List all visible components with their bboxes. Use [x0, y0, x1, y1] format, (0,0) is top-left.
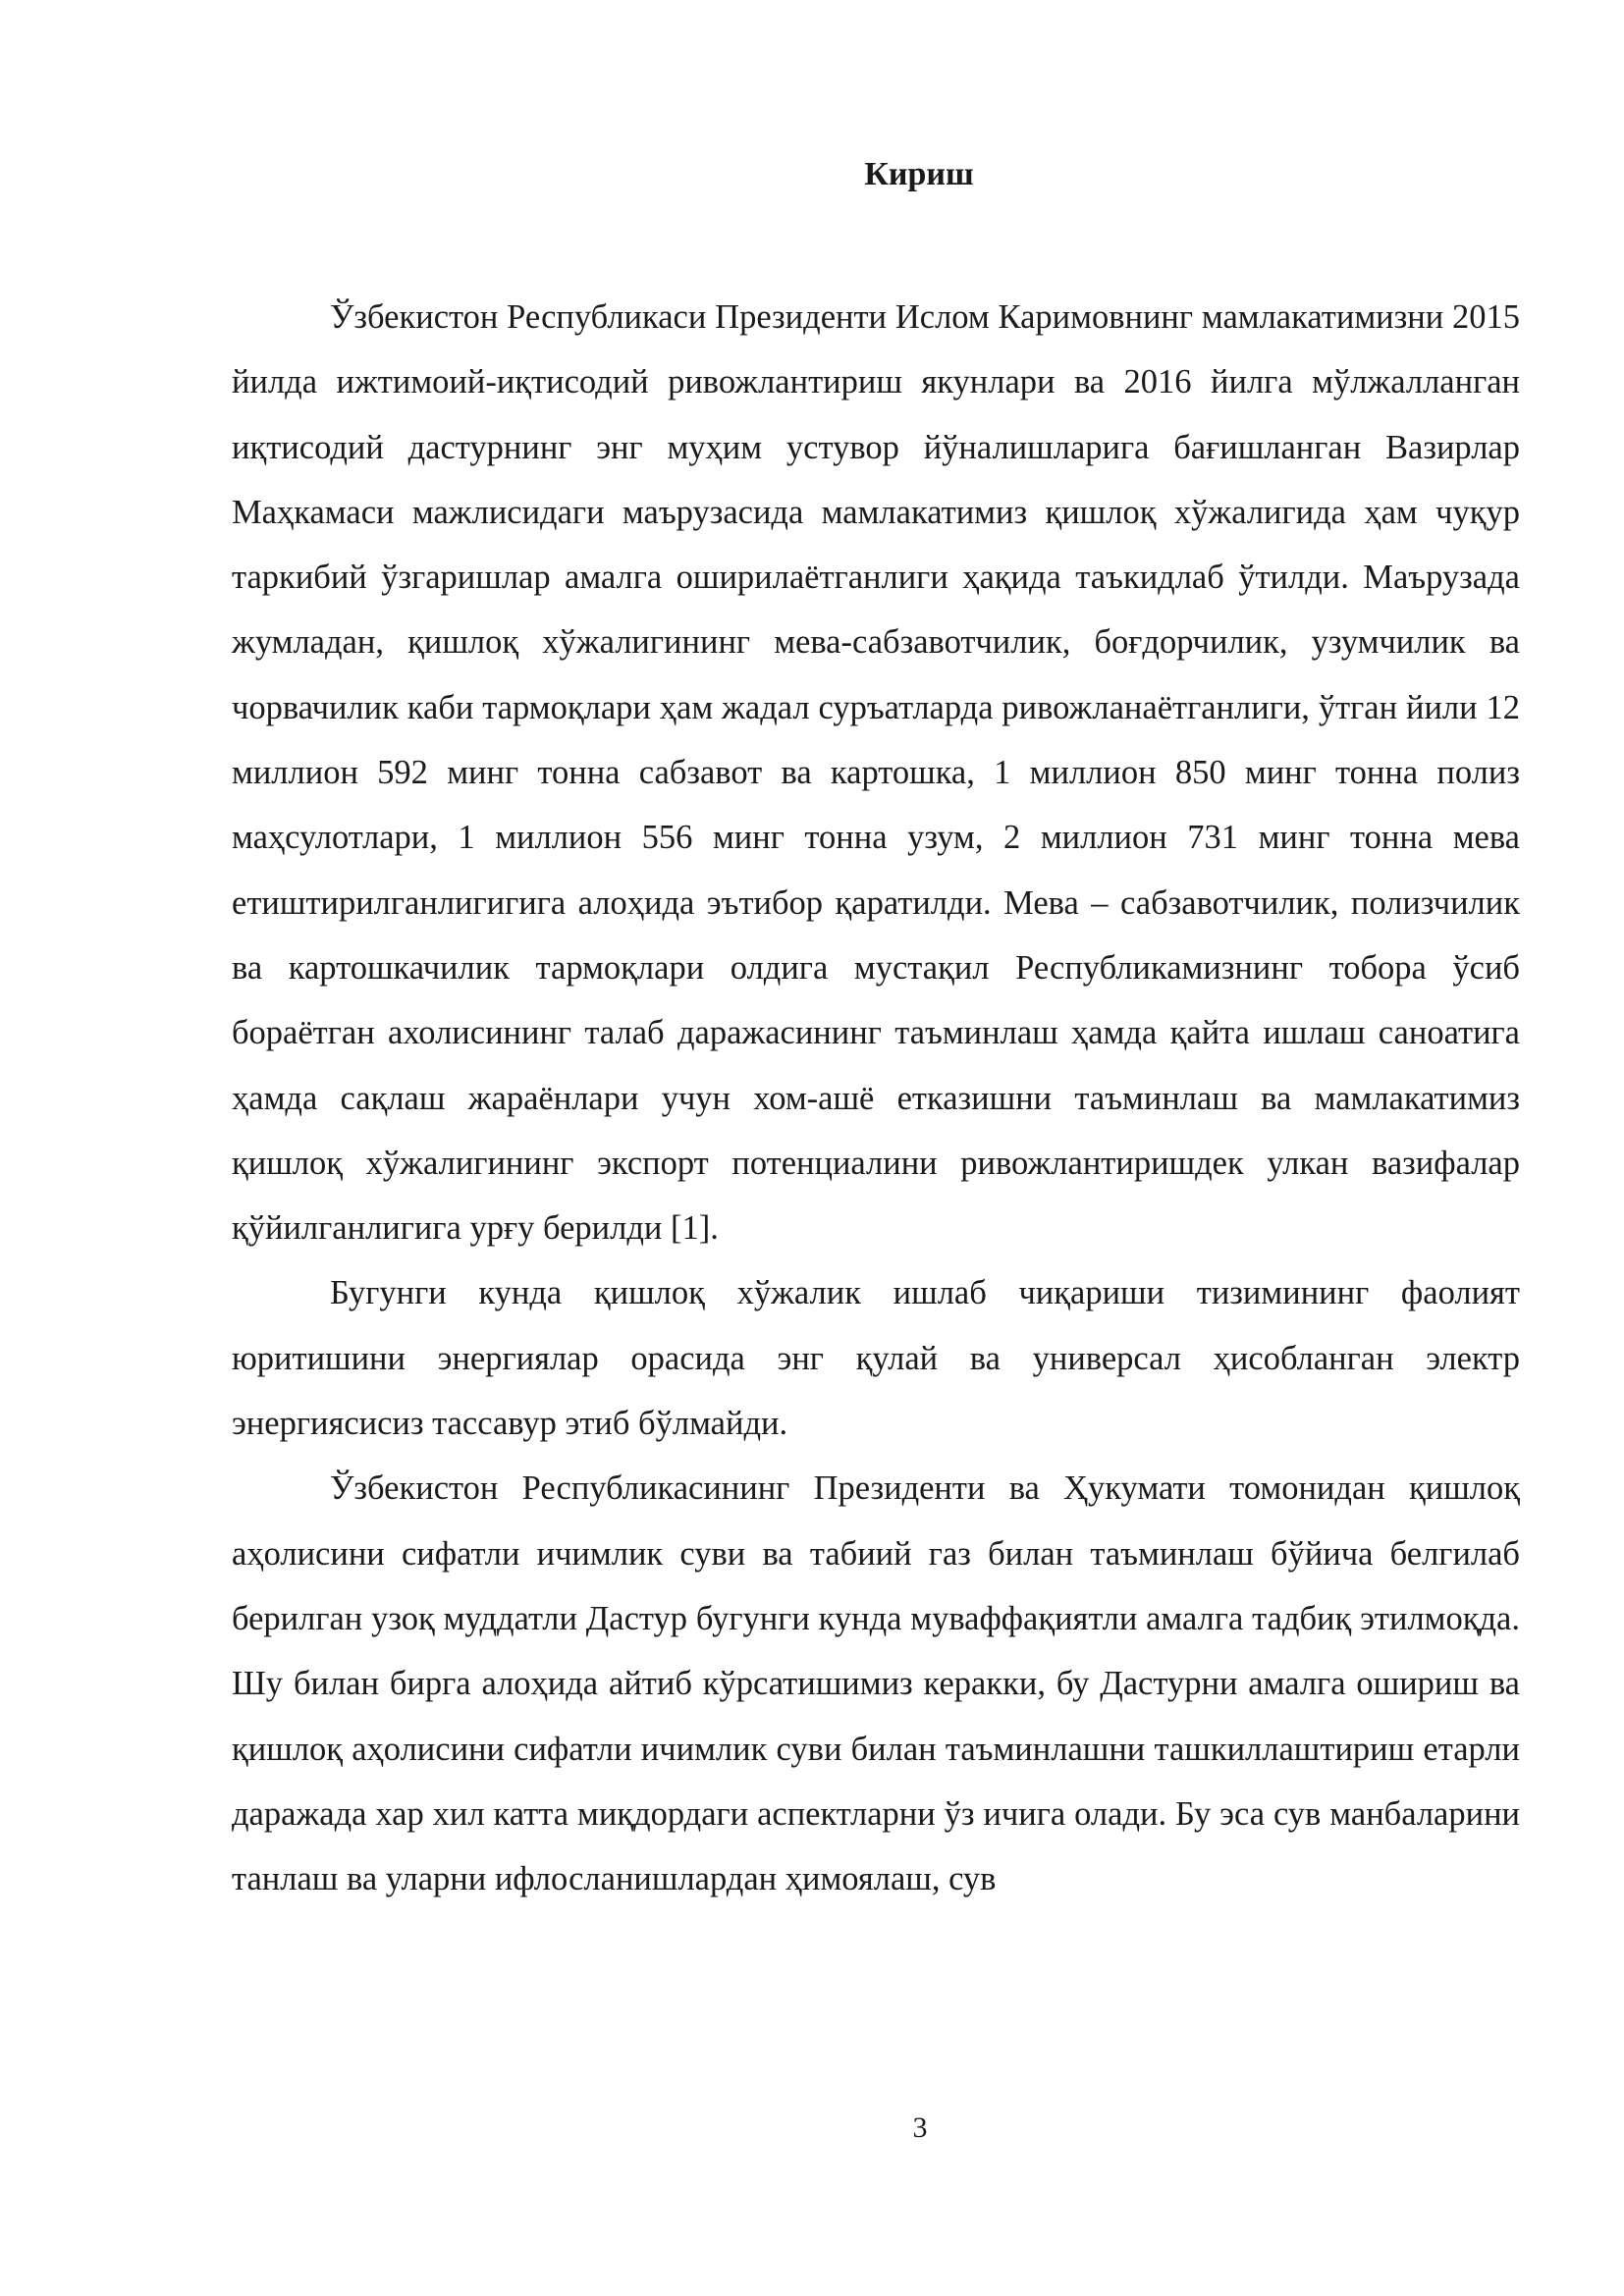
paragraph-1: Ўзбекистон Республикаси Президенти Ислом Каримовнинг мамлакатимизни 2015 йилда ижтимоий-иқтисодий ривожлантириш якунлари ва 2016 йилга мўлжалланган иқтисодий дастурнинг энг муҳим устувор йўналишларига бағишланган Вазирлар Маҳкамаси мажлисидаги маърузасида мамлакатимиз қишлоқ хўжалигида ҳам чуқур таркибий ўзгаришлар амалга оширилаётганлиги ҳақида таъкидлаб ўтилди. Маърузада жумладан, қишлоқ хўжалигининг мева-сабзавотчилик, боғдорчилик, узумчилик ва чорвачилик каби тармоқлари ҳам жадал суръатларда ривожланаётганлиги, ўтган йили 12 миллион 592 минг тонна сабзавот ва картошка, 1 миллион 850 минг тонна полиз маҳсулотлари, 1 миллион 556 минг тонна узум, 2 миллион 731 минг тонна мева етиштирилганлигигига алоҳида эътибор қаратилди. Мева – сабзавотчилик, полизчилик ва картошкачилик тармоқлари олдига мустақил Республикамизнинг тобора ўсиб бораётган ахолисининг талаб даражасининг таъминлаш ҳамда қайта ишлаш саноатига ҳамда сақлаш жараёнлари учун хом-ашё етказишни таъминлаш ва мамлакатимиз қишлоқ хўжалигининг экспорт потенциалини ривожлантиришдек улкан вазифалар қўйилганлигига урғу берилди [1]. [232, 298, 1520, 1248]
body-text [232, 285, 1520, 1911]
page-number: 3 [912, 2111, 928, 2144]
paragraph-3: Ўзбекистон Республикасининг Президенти ва Ҳукумати томонидан қишлоқ аҳолисини сифатли ичимлик суви ва табиий газ билан таъминлаш бўйича белгилаб берилган узоқ муддатли Дастур бугунги кунда муваффақиятли амалга тадбиқ этилмоқда. Шу билан бирга алоҳида айтиб кўрсатишимиз керакки, бу Дастурни амалга ошириш ва қишлоқ аҳолисини сифатли ичимлик суви билан таъминлашни ташкиллаштириш етарли даражада хар хил катта миқдордаги аспектларни ўз ичига олади. Бу эса сув манбаларини танлаш ва уларни ифлосланишлардан ҳимоялаш, сув [232, 1469, 1520, 1898]
paragraph-2: Бугунги кунда қишлоқ хўжалик ишлаб чиқариши тизимининг фаолият юритишини энергиялар орасида энг қулай ва универсал ҳисобланган электр энергиясисиз тассавур этиб бўлмайди. [232, 1274, 1520, 1443]
section-title: Кириш [864, 156, 974, 192]
